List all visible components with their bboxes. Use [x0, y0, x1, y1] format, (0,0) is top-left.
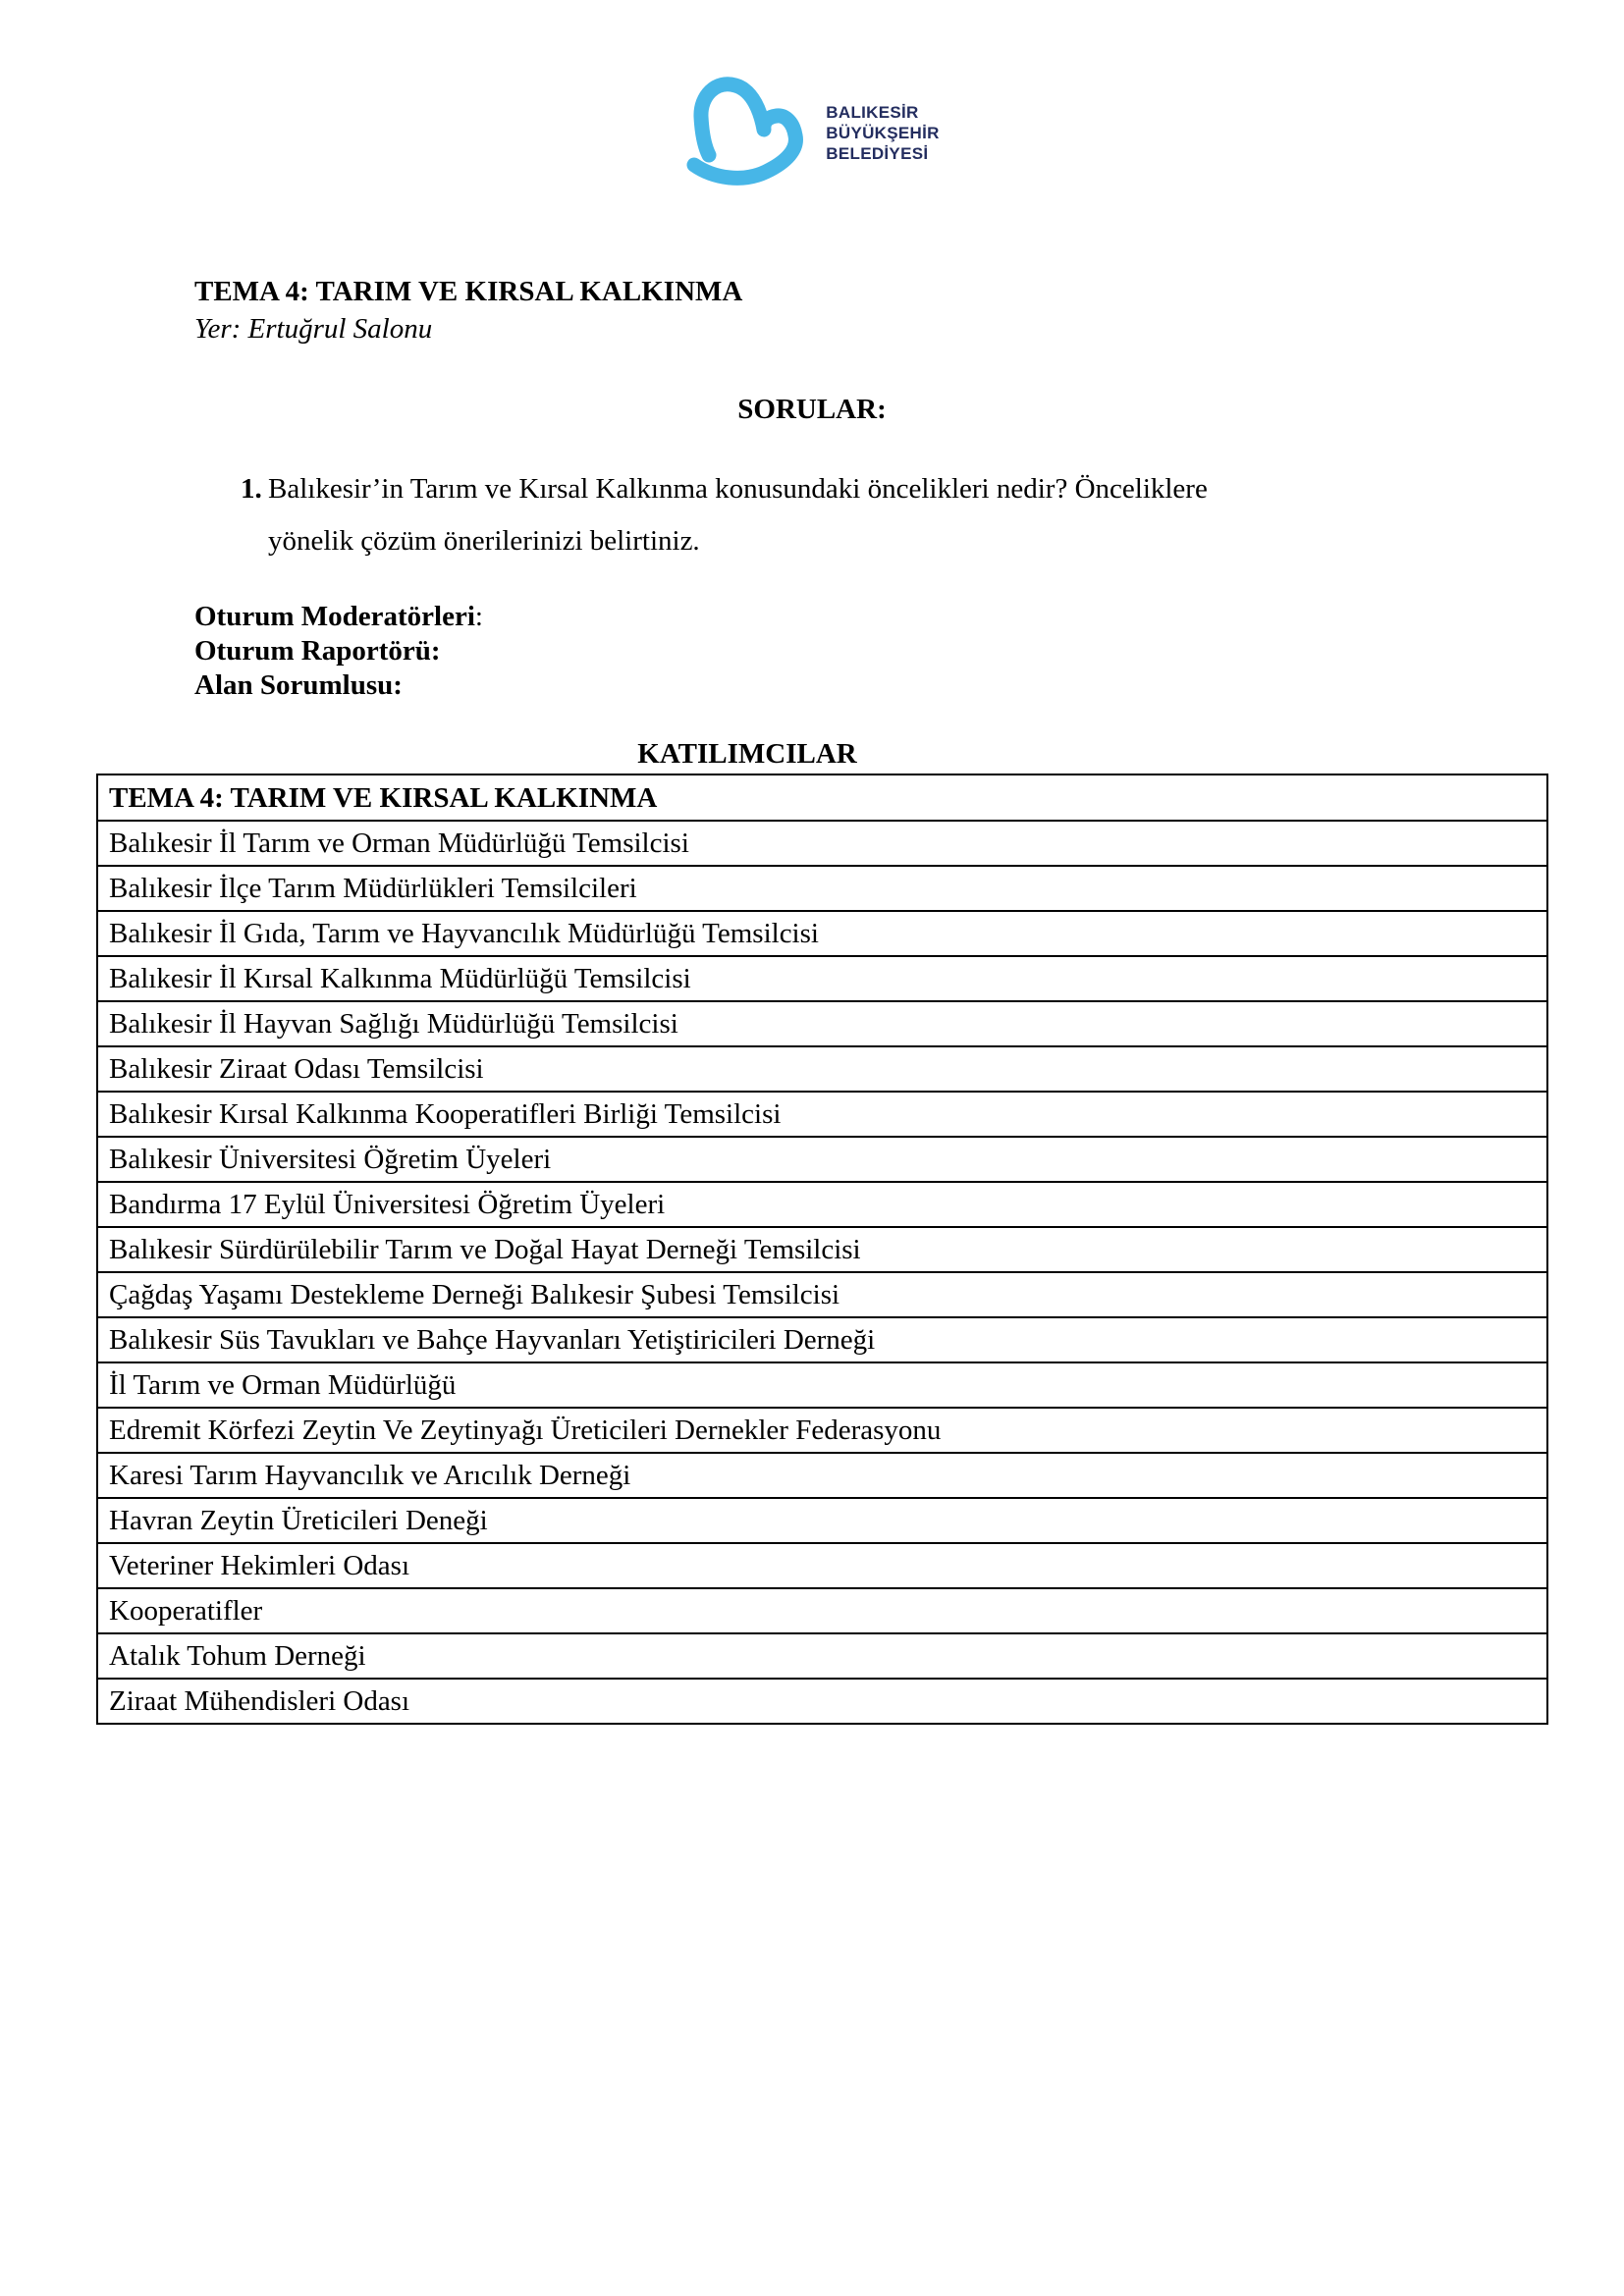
location-line: Yer: Ertuğrul Salonu [194, 313, 433, 345]
table-row [97, 911, 1547, 956]
participant-cell: Balıkesir İl Hayvan Sağlığı Müdürlüğü Temsilcisi [97, 1001, 1547, 1046]
title-block [194, 273, 1624, 347]
table-row [97, 1453, 1547, 1498]
participant-cell: Balıkesir İl Gıda, Tarım ve Hayvancılık Müdürlüğü Temsilcisi [97, 911, 1547, 956]
logo-line-2: BÜYÜKŞEHİR [826, 123, 940, 142]
participants-table-header: TEMA 4: TARIM VE KIRSAL KALKINMA [97, 774, 1547, 821]
table-row [97, 1362, 1547, 1408]
participant-cell: Ziraat Mühendisleri Odası [97, 1679, 1547, 1724]
table-row [97, 866, 1547, 911]
page-title: TEMA 4: TARIM VE KIRSAL KALKINMA [194, 276, 743, 307]
table-row [97, 1543, 1547, 1588]
participant-cell: Atalık Tohum Derneği [97, 1633, 1547, 1679]
participant-cell: Kooperatifler [97, 1588, 1547, 1633]
table-row [97, 1137, 1547, 1182]
participant-cell: İl Tarım ve Orman Müdürlüğü [97, 1362, 1547, 1408]
session-roles [194, 600, 1624, 703]
logo-wordmark [826, 102, 939, 164]
question-item-1 [241, 463, 1624, 567]
role-field-manager: Alan Sorumlusu: [194, 669, 403, 701]
logo [0, 0, 1624, 196]
question-text-line-1: Balıkesir’in Tarım ve Kırsal Kalkınma konusundaki öncelikleri nedir? Önceliklere [268, 473, 1208, 505]
participant-cell: Balıkesir İl Kırsal Kalkınma Müdürlüğü Temsilcisi [97, 956, 1547, 1001]
table-row [97, 1001, 1547, 1046]
table-row [97, 1182, 1547, 1227]
participant-cell: Balıkesir Üniversitesi Öğretim Üyeleri [97, 1137, 1547, 1182]
role-moderators: Oturum Moderatörleri: [194, 601, 483, 632]
table-row [97, 821, 1547, 866]
participant-cell: Balıkesir Ziraat Odası Temsilcisi [97, 1046, 1547, 1092]
question-number: 1. [241, 473, 262, 505]
participant-cell: Veteriner Hekimleri Odası [97, 1543, 1547, 1588]
participant-cell: Balıkesir İlçe Tarım Müdürlükleri Temsilcileri [97, 866, 1547, 911]
participants-table [96, 774, 1548, 1725]
logo-line-1: BALIKESİR [826, 102, 919, 122]
participant-cell: Karesi Tarım Hayvancılık ve Arıcılık Derneği [97, 1453, 1547, 1498]
question-text-line-2: yönelik çözüm önerilerinizi belirtiniz. [268, 525, 700, 557]
table-row [97, 1408, 1547, 1453]
table-row [97, 1046, 1547, 1092]
table-row [97, 1272, 1547, 1317]
table-row [97, 1092, 1547, 1137]
participant-cell: Havran Zeytin Üreticileri Deneği [97, 1498, 1547, 1543]
question-text [268, 463, 1208, 567]
table-row [97, 1498, 1547, 1543]
table-row [97, 1227, 1547, 1272]
role-rapporteur: Oturum Raportörü: [194, 635, 441, 667]
participant-cell: Balıkesir Kırsal Kalkınma Kooperatifleri Birliği Temsilcisi [97, 1092, 1547, 1137]
table-row [97, 1588, 1547, 1633]
table-row [97, 956, 1547, 1001]
participant-cell: Balıkesir İl Tarım ve Orman Müdürlüğü Temsilcisi [97, 821, 1547, 866]
participant-cell: Bandırma 17 Eylül Üniversitesi Öğretim Üyeleri [97, 1182, 1547, 1227]
table-row [97, 1317, 1547, 1362]
participant-cell: Çağdaş Yaşamı Destekleme Derneği Balıkesir Şubesi Temsilcisi [97, 1272, 1547, 1317]
table-row [97, 1633, 1547, 1679]
table-row [97, 1679, 1547, 1724]
participants-table-header-row [97, 774, 1547, 821]
participant-cell: Balıkesir Süs Tavukları ve Bahçe Hayvanları Yetiştiricileri Derneği [97, 1317, 1547, 1362]
questions-heading: SORULAR: [737, 394, 887, 425]
participant-cell: Edremit Körfezi Zeytin Ve Zeytinyağı Üreticileri Dernekler Federasyonu [97, 1408, 1547, 1453]
participant-cell: Balıkesir Sürdürülebilir Tarım ve Doğal Hayat Derneği Temsilcisi [97, 1227, 1547, 1272]
balikesir-heart-logo-icon [684, 69, 812, 196]
logo-line-3: BELEDİYESİ [826, 143, 929, 163]
participants-heading: KATILIMCILAR [637, 738, 857, 770]
